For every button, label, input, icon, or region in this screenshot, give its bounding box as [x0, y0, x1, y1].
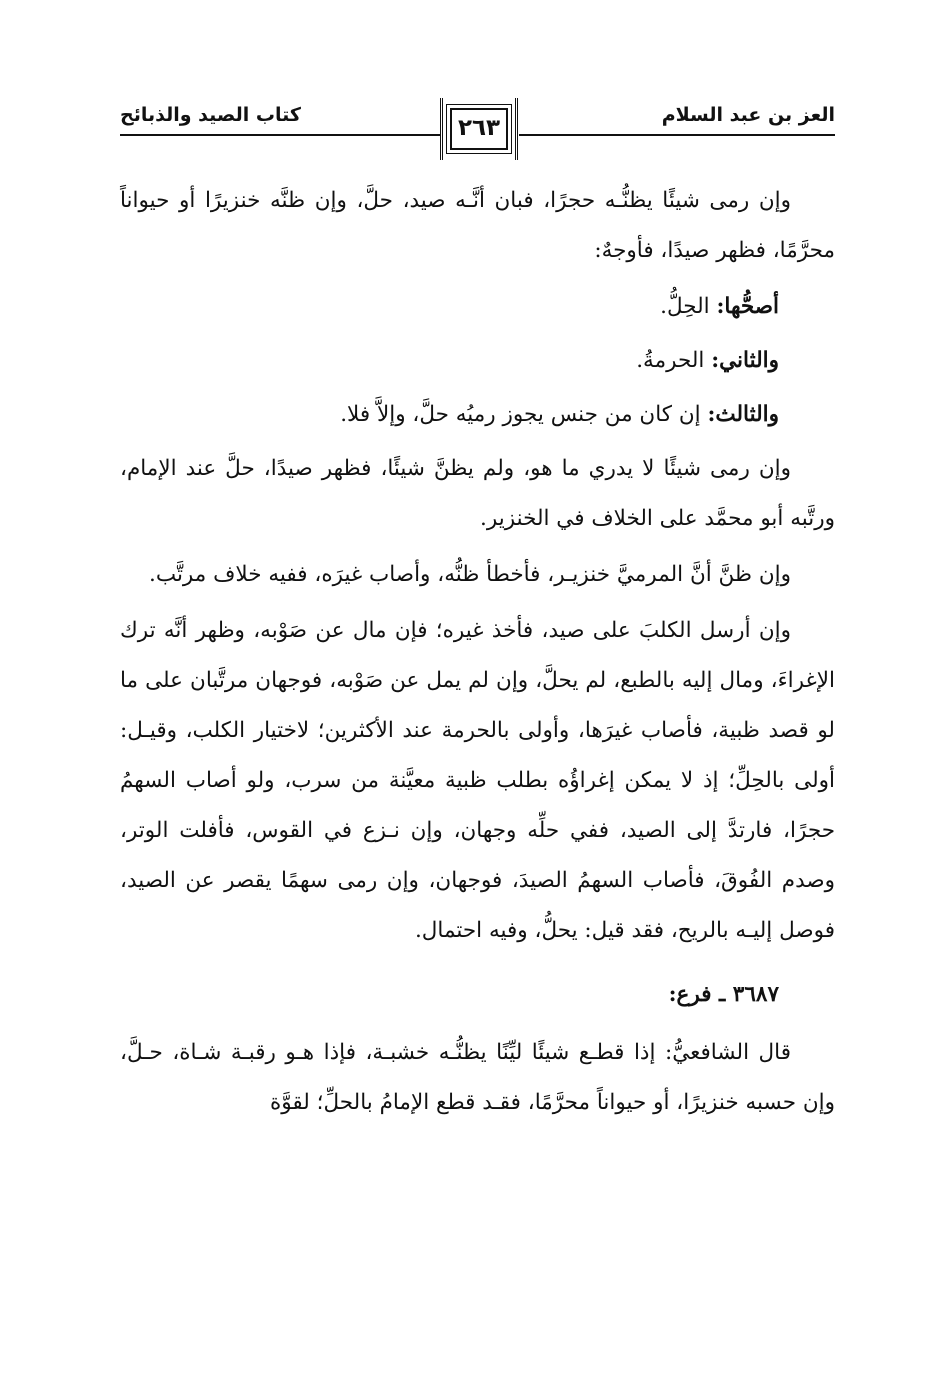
paragraph-1: وإن رمى شيئًا يظنُّـه حجرًا، فبان أنَّـه صيد، حلَّ، وإن ظنَّه خنزيرًا أو حيواناً محرَّمًا، فظهر صيدًا، فأوجهٌ: [120, 188, 835, 263]
header-author: العز بن عبد السلام [661, 104, 835, 126]
branch-heading: ٣٦٨٧ ـ فرع: [668, 982, 779, 1007]
view-2 [120, 336, 835, 386]
view-3-text: إن كان من جنس يجوز رميُه حلَّ، وإلاَّ فلا. [340, 402, 708, 427]
header-chapter: كتاب الصيد والذبائح [120, 104, 301, 126]
view-1-label: أصحُّها: [716, 294, 779, 319]
header-rule-right [519, 134, 835, 136]
view-3-label: والثالث: [707, 402, 779, 427]
page-body [120, 176, 835, 1134]
view-1 [120, 282, 835, 332]
view-2-text: الحرمةُ. [636, 348, 712, 373]
page-number-frame [440, 98, 518, 160]
header-rule-left [120, 134, 440, 136]
view-2-label: والثاني: [711, 348, 779, 373]
view-1-text: الحِلُّ. [660, 294, 717, 319]
view-3 [120, 390, 835, 440]
paragraph-3: وإن ظنَّ أنَّ المرميَّ خنزيـر، فأخطأ ظنُّه، وأصاب غيرَه، ففيه خلاف مرتَّب. [149, 562, 791, 587]
paragraph-2: وإن رمى شيئًا لا يدري ما هو، ولم يظنَّ شيئًا، فظهر صيدًا، حلَّ عند الإمام، ورتَّبه أبو محمَّد على الخلاف في الخنزير. [120, 456, 835, 531]
paragraph-4: وإن أرسل الكلبَ على صيد، فأخذ غيره؛ فإن مال عن صَوْبه، وظهر أنَّه ترك الإغراءَ، ومال إليه بالطبع، لم يحلَّ، وإن لم يمل عن صَوْبه، فوجهان مرتَّبان على ما لو قصد ظبية، فأصاب غيرَها، وأولى بالحرمة عند الأكثرين؛ لاختيار الكلب، وقيـل: أولى بالحِلِّ؛ إذ لا يمكن إغراؤُه بطلب ظبية معيَّنة من سرب، ولو أصاب السهمُ حجرًا، فارتدَّ إلى الصيد، ففي حلِّه وجهان، وإن نـزع في القوس، فأفلت الوتر، وصدم الفُوقَ، فأصاب السهمُ الصيدَ، فوجهان، وإن رمى سهمًا يقصر عن الصيد، فوصل إليـه بالريح، فقد قيل: يحلُّ، وفيه احتمال. [120, 618, 835, 943]
page-header [120, 96, 835, 166]
paragraph-5: قال الشافعيُّ: إذا قطـع شيئًا ليِّنًا يظنُّـه خشبـة، فإذا هـو رقبـة شـاة، حـلَّ، وإن حسبه خنزيرًا، أو حيواناً محرَّمًا، فقـد قطع الإمامُ بالحلِّ؛ لقوَّة [120, 1040, 835, 1115]
page-number: ٢٦٣ [457, 115, 501, 141]
